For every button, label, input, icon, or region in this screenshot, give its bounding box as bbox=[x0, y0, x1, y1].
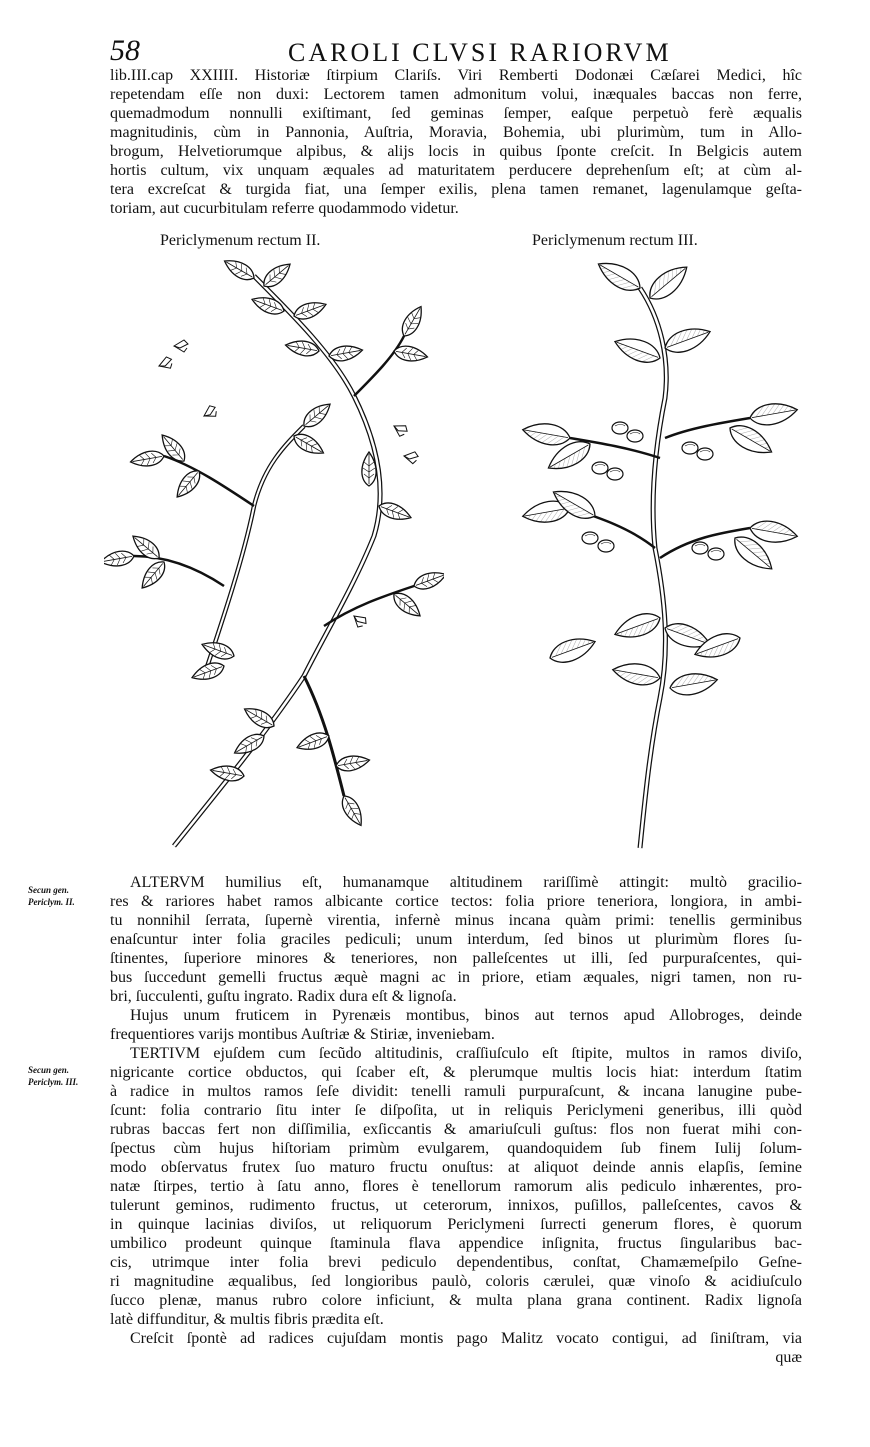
text-line: ALTERVM humilius eſt, humanamque altitudinem rariſſimè attingit: multò gracilio- bbox=[130, 874, 802, 891]
text-line: Creſcit ſpontè ad radices cujuſdam montis pago Malitz vocato contigui, ad ſiniſtram, via bbox=[130, 1330, 802, 1347]
margin-note bbox=[28, 1064, 108, 1088]
margin-note-line: Periclym. III. bbox=[28, 1077, 79, 1087]
text-line: cis, utrimque inter folia brevi pediculo dependentibus, conſtat, Chamæmeſpilo Geſne- bbox=[110, 1254, 802, 1271]
catchword: quæ bbox=[775, 1349, 802, 1366]
text-line: tu nonnihil ſerrata, ſupernè virentia, infernè minus incana quàm primi: tenellis germinibus bbox=[110, 912, 802, 929]
text-line: repetendam eſſe non duxi: Lectorem tamen admonitum volui, inæquales baccas non ferre, bbox=[110, 86, 802, 103]
text-line: ri magnitudine æqualibus, ſed longioribus paulò, coloris cærulei, quæ vinoſo & acidiuſculo bbox=[110, 1273, 802, 1290]
text-line: ſpectus cùm hujus hiſtoriam primùm evulgarem, quandoquidem ſub finem Iulij ſolum- bbox=[110, 1140, 802, 1157]
figure-caption-right: Periclymenum rectum III. bbox=[532, 232, 698, 249]
running-title: CAROLI CLVSI RARIORVM bbox=[288, 38, 672, 67]
text-line: nigricante cortice obductos, qui ſcaber eſt, & plerumque multis locis hiat: interdum ſtatim bbox=[110, 1064, 802, 1081]
figure-caption-left: Periclymenum rectum II. bbox=[160, 232, 321, 249]
text-line: umbilico prodeunt quinque ſtaminula flava appendice inſignita, fructus ſingularibus bac- bbox=[110, 1235, 802, 1252]
periclymenum-rectum-iii-woodcut bbox=[520, 258, 802, 850]
text-line: natæ ſtirpes, tertio à ſatu anno, flores è tenellorum ramorum alis pediculo inhærentes, pro- bbox=[110, 1178, 802, 1195]
periclymenum-rectum-ii-woodcut bbox=[104, 256, 444, 856]
text-line: Hujus unum fruticem in Pyrenæis montibus, binos aut ternos apud Allobroges, deinde bbox=[130, 1007, 802, 1024]
margin-note-line: Secun gen. bbox=[28, 885, 70, 895]
text-line: lib.III.cap XXIIII. Historiæ ſtirpium Clariſs. Viri Remberti Dodonæi Cæſarei Medici, hîc bbox=[110, 67, 802, 84]
text-line: TERTIVM ejuſdem cum ſecũdo altitudinis, craſſiuſculo eſt ſtipite, multos in ramos diviſo, bbox=[130, 1045, 802, 1062]
text-line: ſtinentes, ſuperiore minores & teneriores, non palleſcentes ut illi, ſed purpuraſcentes, qui- bbox=[110, 950, 802, 967]
text-line: res & rariores habet ramos albicante cortice tectos: folia priore teneriora, longiora, in ambi- bbox=[110, 893, 802, 910]
margin-note-line: Periclym. II. bbox=[28, 897, 75, 907]
text-line: toriam, aut cucurbitulam referre quodammodo videtur. bbox=[110, 200, 459, 217]
text-line: latè diffunditur, & multis fibris prædita eſt. bbox=[110, 1311, 384, 1328]
intro-paragraph bbox=[110, 66, 802, 218]
text-line: in quinque lacinias diviſos, ut reliquorum Periclymeni ſurrecti generum flores, è quorum bbox=[110, 1216, 802, 1233]
margin-note bbox=[28, 884, 108, 908]
text-line: ſcunt: folia contrario ſitu inter ſe diſpoſita, ut in reliquis Periclymeni generibus, illi quòd bbox=[110, 1102, 802, 1119]
margin-note-line: Secun gen. bbox=[28, 1065, 70, 1075]
body-text bbox=[110, 873, 802, 1367]
text-line: tera excreſcat & turgida fiat, una ſemper exilis, plena tamen remanet, lagenulamque geſta- bbox=[110, 181, 802, 198]
text-line: frequentiores varijs montibus Auſtriæ & Stiriæ, inveniebam. bbox=[110, 1026, 495, 1043]
text-line: ſucco plenæ, manus rubro colore inficiunt, & multa plana grana continent. Radix lignoſa bbox=[110, 1292, 802, 1309]
text-line: brogum, Helvetiorumque alpibus, & alijs locis in quibus ſponte creſcit. In Belgicis autem bbox=[110, 143, 802, 160]
text-line: bus ſuccedunt gemelli fructus æquè magni ac in priore, etiam æquales, nigri tamen, non ru- bbox=[110, 969, 802, 986]
text-line: magnitudinis, cùm in Pannonia, Auſtria, Moravia, Bohemia, ubi plurimùm, tum in Allo- bbox=[110, 124, 802, 141]
text-line: quemadmodum nonnulli exiſtimant, ſed geminas ſemper, eaſque perpetuò ferè æqualis bbox=[110, 105, 802, 122]
text-line: modo obſervatus frutex ſuo maturo fructu onuſtus: at aliquot deinde annis elapſis, ſemine bbox=[110, 1159, 802, 1176]
text-line: bri, ſucculenti, guſtu ingrato. Radix dura eſt & lignoſa. bbox=[110, 988, 457, 1005]
page-number: 58 bbox=[110, 34, 140, 67]
text-line: hortis cultum, vix unquam æquales ad maturitatem perducere deprehenſum eſt; at cùm al- bbox=[110, 162, 802, 179]
text-line: tulerunt geminos, rudimento fructus, ut ceterorum, innixos, puſillos, palleſcentes, cavos & bbox=[110, 1197, 802, 1214]
text-line: à radice in multos ramos ſeſe dividit: tenelli ramuli purpuraſcunt, & incana lanugine pube- bbox=[110, 1083, 802, 1100]
text-line: enaſcuntur inter folia graciles pediculi; unum interdum, ſed binos ut plurimùm flores ſu- bbox=[110, 931, 802, 948]
text-line: rubras baccas fert non diſſimilia, exſiccantis & amariuſculi guſtus: flos non fuerat mihi con- bbox=[110, 1121, 802, 1138]
